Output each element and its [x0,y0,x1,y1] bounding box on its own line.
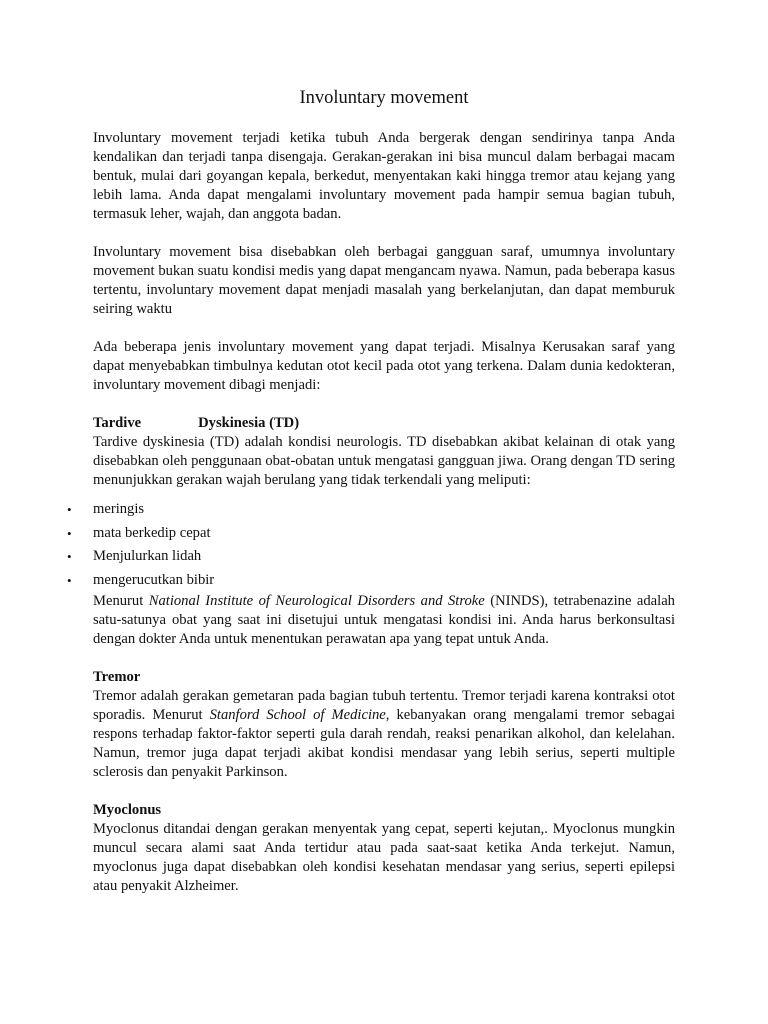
bullet-icon: • [67,502,72,517]
list-item: • mata berkedip cepat [93,522,675,546]
tardive-body: Tardive dyskinesia (TD) adalah kondisi neurologis. TD disebabkan akibat kelainan di otak yang disebabkan oleh penggunaan obat-obatan untuk mengatasi gangguan jiwa. Orang dengan TD sering menunjukkan gerakan wajah berulang yang tidak terkendali yang meliputi: [93,434,675,488]
ninds-citation: National Institute of Neurological Disorders and Stroke [148,593,485,609]
bullet-icon: • [67,525,72,541]
tremor-body: Tremor adalah gerakan gemetaran pada bagian tubuh tertentu. Tremor terjadi karena kontraksi otot sporadis. Menurut Stanford School of Medicine, kebanyakan orang mengalami tremor sebagai respons terhadap faktor-faktor seperti gula darah rendah, reaksi penarikan alkohol, dan kelelahan. Namun, tremor juga dapat terjadi akibat kondisi mendasar yang lebih serius, seperti multiple sclerosis dan penyakit Parkinson. [93,688,675,780]
list-item: • mengerucutkan bibir [93,569,675,593]
tardive-heading [93,414,675,433]
bullet-icon: • [67,549,72,564]
ninds-paragraph: Menurut National Institute of Neurological Disorders and Stroke (NINDS), tetrabenazine adalah satu-satunya obat yang saat ini disetujui untuk mengatasi kondisi ini. Anda harus berkonsultasi dengan dokter Anda untuk menentukan perawatan apa yang tepat untuk Anda. [93,593,675,647]
bullet-icon: • [67,572,72,588]
list-item: • meringis [93,498,675,522]
page-title: Involuntary movement [299,88,469,108]
tardive-heading-part2: Dyskinesia (TD) [198,415,300,431]
intro-paragraph: Involuntary movement terjadi ketika tubuh Anda bergerak dengan sendirinya tanpa Anda kendalikan dan terjadi tanpa disengaja. Gerakan-gerakan ini bisa muncul dalam berbagai macam bentuk, mulai dari goyangan kepala, berkedut, menyentakan kaki hingga tremor atau kejang yang lebih lama. Anda dapat mengalami involuntary movement pada hampir semua bagian tubuh, termasuk leher, wajah, dan anggota badan. [93,130,675,222]
list-item: • Menjulurkan lidah [93,545,675,569]
stanford-citation: Stanford School of Medicine [209,707,386,723]
tremor-heading: Tremor [93,669,141,685]
document-page [67,86,675,896]
symptom-list [67,498,675,592]
causes-paragraph: Involuntary movement bisa disebabkan oleh berbagai gangguan saraf, umumnya involuntary movement bukan suatu kondisi medis yang dapat mengancam nyawa. Namun, pada beberapa kasus tertentu, involuntary movement dapat menjadi masalah yang berkelanjutan, dan dapat memburuk seiring waktu [93,244,675,317]
myoclonus-heading: Myoclonus [93,802,162,818]
myoclonus-body: Myoclonus ditandai dengan gerakan menyentak yang cepat, seperti kejutan,. Myoclonus mungkin muncul secara alami saat Anda tertidur atau pada saat-saat ketika Anda terkejut. Namun, myoclonus juga dapat disebabkan oleh kondisi kesehatan mendasar yang serius, seperti epilepsi atau penyakit Alzheimer. [93,821,675,894]
types-paragraph: Ada beberapa jenis involuntary movement yang dapat terjadi. Misalnya Kerusakan saraf yang dapat menyebabkan timbulnya kedutan otot kecil pada otot yang terkena. Dalam dunia kedokteran, involuntary movement dibagi menjadi: [93,339,675,393]
tardive-heading-part1: Tardive [93,415,142,431]
